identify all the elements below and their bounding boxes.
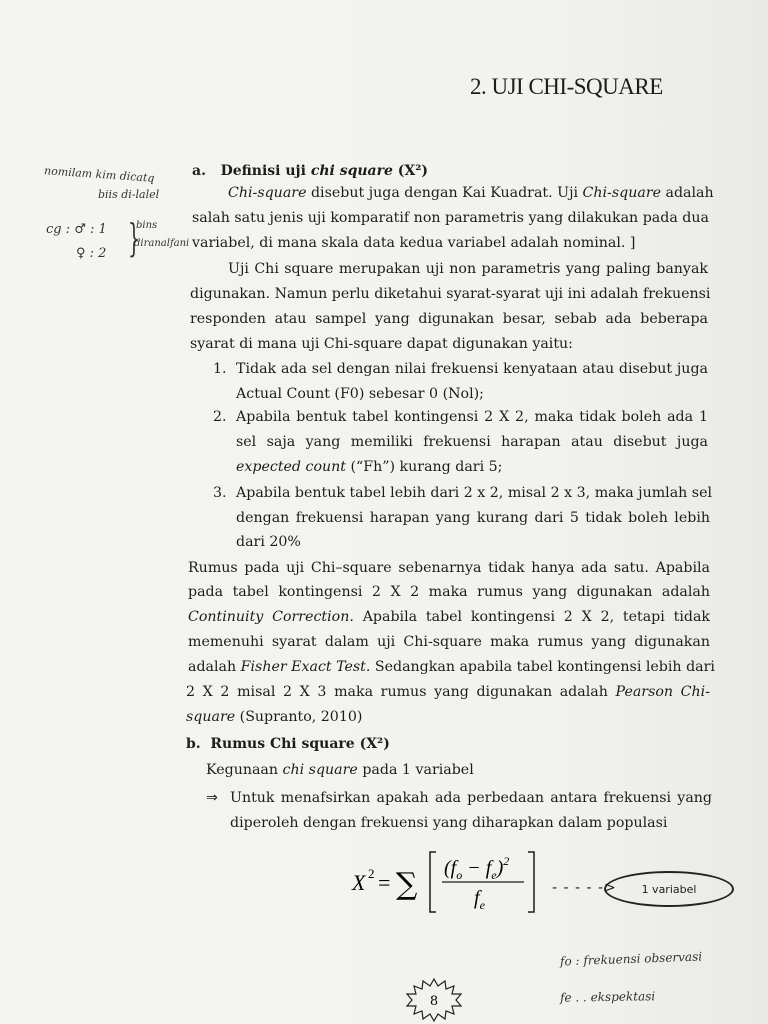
list-number: 2. xyxy=(213,409,227,425)
paragraph-line: Continuity Correction. Apabila tabel kontingensi 2 X 2, tetapi tidak xyxy=(188,609,710,625)
handwritten-note: ♀ : 2 xyxy=(76,246,107,261)
page-number: 8 xyxy=(429,994,439,1009)
paragraph-line: adalah Fisher Exact Test. Sedangkan apabila tabel kontingensi lebih dari xyxy=(188,659,715,675)
list-number: 1. xyxy=(213,361,227,377)
paragraph-line: Kegunaan chi square pada 1 variabel xyxy=(206,762,474,778)
list-number: 3. xyxy=(213,485,227,501)
paragraph-line: square (Supranto, 2010) xyxy=(186,709,363,725)
formula-numerator: $(f_o - f_e)^2$ xyxy=(444,854,510,882)
page-number-badge xyxy=(404,978,464,1022)
handwritten-note: fo : frekuensi observasi xyxy=(559,949,703,969)
formula-sum-sign: ∑ xyxy=(396,867,418,902)
paragraph-line: digunakan. Namun perlu diketahui syarat-syarat uji ini adalah frekuensi xyxy=(190,286,711,302)
list-item-line: expected count (“Fh”) kurang dari 5; xyxy=(236,459,503,475)
formula-equals: = xyxy=(378,870,391,895)
list-item-line: sel saja yang memiliki frekuensi harapan atau disebut juga xyxy=(236,434,708,450)
paragraph-line: Untuk menafsirkan apakah ada perbedaan antara frekuensi yang xyxy=(230,790,712,806)
paragraph-line: diperoleh dengan frekuensi yang diharapkan dalam populasi xyxy=(230,815,668,831)
arrow-bullet: ⇒ xyxy=(206,790,218,806)
formula-lhs: X xyxy=(352,870,366,895)
formula-left-bracket xyxy=(430,852,436,912)
paragraph-line: responden atau sampel yang digunakan besar, sebab ada beberapa xyxy=(190,311,708,327)
handwritten-note: biis di-lalel xyxy=(98,188,160,201)
handwritten-note: fe . . ekspektasi xyxy=(559,989,656,1005)
chapter-title: 2. UJI CHI-SQUARE xyxy=(470,74,663,99)
paragraph-line: memenuhi syarat dalam uji Chi-square maka rumus yang digunakan xyxy=(188,634,710,650)
formula-right-bracket xyxy=(528,852,534,912)
section-b-heading: b. Rumus Chi square (X²) xyxy=(186,736,390,752)
section-a-heading: a. Definisi uji chi square (X²) xyxy=(192,163,429,179)
oval-label: 1 variabel xyxy=(604,871,734,907)
paragraph-line: 2 X 2 misal 2 X 3 maka rumus yang digunakan adalah Pearson Chi- xyxy=(186,684,711,700)
handwritten-note: diranalfani xyxy=(134,238,190,249)
list-item-line: Apabila bentuk tabel kontingensi 2 X 2, maka tidak boleh ada 1 xyxy=(236,409,708,425)
handwritten-note: bins xyxy=(136,220,158,231)
list-item-line: dengan frekuensi harapan yang kurang dari 5 tidak boleh lebih xyxy=(236,510,710,526)
list-item-line: dari 20% xyxy=(236,534,301,550)
paragraph-line: pada tabel kontingensi 2 X 2 maka rumus yang digunakan adalah xyxy=(188,584,710,600)
list-item-line: Actual Count (F0) sebesar 0 (Nol); xyxy=(236,386,484,402)
handwritten-note: nomilam kim dicatq xyxy=(43,164,155,185)
paragraph-line: syarat di mana uji Chi-square dapat digunakan yaitu: xyxy=(190,336,573,352)
paragraph-line: Rumus pada uji Chi–square sebenarnya tidak hanya ada satu. Apabila xyxy=(188,560,710,576)
list-item-line: Tidak ada sel dengan nilai frekuensi kenyataan atau disebut juga xyxy=(236,361,708,377)
formula-lhs-exponent: 2 xyxy=(368,866,375,881)
list-item-line: Apabila bentuk tabel lebih dari 2 x 2, misal 2 x 3, maka jumlah sel xyxy=(236,485,713,501)
paragraph-line: salah satu jenis uji komparatif non parametris yang dilakukan pada dua xyxy=(192,210,709,226)
paragraph-line: Uji Chi square merupakan uji non parametris yang paling banyak xyxy=(228,261,708,277)
paragraph-line: variabel, di mana skala data kedua variabel adalah nominal. ] xyxy=(192,235,636,251)
dashed-arrow: - - - - -> xyxy=(552,880,617,896)
formula-denominator: $f_e$ xyxy=(474,887,485,912)
handwritten-note: cg : ♂ : 1 xyxy=(46,222,107,237)
paragraph-line: Chi-square disebut juga dengan Kai Kuadrat. Uji Chi-square adalah xyxy=(228,185,714,201)
handwritten-brace: } xyxy=(128,216,141,260)
